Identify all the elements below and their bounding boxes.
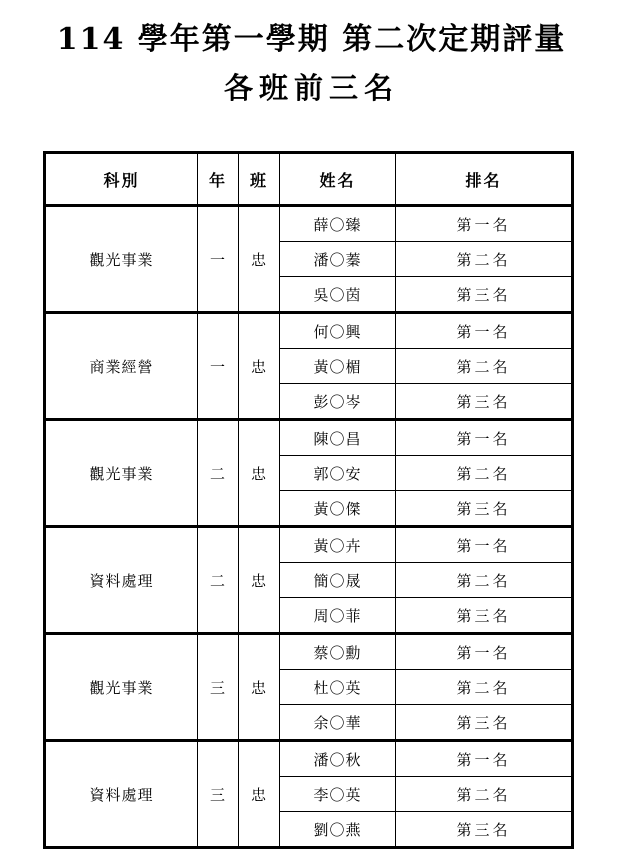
subject-cell: 觀光事業 xyxy=(45,420,198,527)
student-name: 黃〇傑 xyxy=(280,491,396,527)
page-subtitle: 各班前三名 xyxy=(223,71,399,105)
student-name: 簡〇晟 xyxy=(280,563,396,598)
student-name: 杜〇英 xyxy=(280,670,396,705)
grade-cell: 一 xyxy=(198,313,239,420)
student-name: 陳〇昌 xyxy=(280,420,396,456)
table-row xyxy=(45,634,573,670)
class-group xyxy=(45,634,573,741)
student-rank: 第三名 xyxy=(396,491,573,527)
student-rank: 第三名 xyxy=(396,277,573,313)
student-rank: 第二名 xyxy=(396,349,573,384)
class-cell: 忠 xyxy=(239,741,280,848)
subject-cell: 商業經營 xyxy=(45,313,198,420)
student-rank: 第三名 xyxy=(396,705,573,741)
class-group xyxy=(45,741,573,848)
class-group xyxy=(45,206,573,313)
header-subject: 科別 xyxy=(45,153,198,206)
student-name: 吳〇茵 xyxy=(280,277,396,313)
class-cell: 忠 xyxy=(239,313,280,420)
student-name: 余〇華 xyxy=(280,705,396,741)
student-name: 潘〇秋 xyxy=(280,741,396,777)
student-name: 郭〇安 xyxy=(280,456,396,491)
student-rank: 第三名 xyxy=(396,598,573,634)
student-name: 黃〇卉 xyxy=(280,527,396,563)
student-name: 黃〇楣 xyxy=(280,349,396,384)
header-name: 姓名 xyxy=(280,153,396,206)
student-name: 薛〇臻 xyxy=(280,206,396,242)
student-name: 周〇菲 xyxy=(280,598,396,634)
class-cell: 忠 xyxy=(239,420,280,527)
table-row xyxy=(45,313,573,349)
student-rank: 第三名 xyxy=(396,384,573,420)
table-row xyxy=(45,420,573,456)
grade-cell: 一 xyxy=(198,206,239,313)
table-row xyxy=(45,741,573,777)
student-rank: 第一名 xyxy=(396,420,573,456)
student-rank: 第二名 xyxy=(396,563,573,598)
class-cell: 忠 xyxy=(239,527,280,634)
class-group xyxy=(45,420,573,527)
student-name: 潘〇蓁 xyxy=(280,242,396,277)
class-group xyxy=(45,527,573,634)
header-rank: 排名 xyxy=(396,153,573,206)
subject-cell: 資料處理 xyxy=(45,527,198,634)
student-rank: 第三名 xyxy=(396,812,573,848)
grade-cell: 二 xyxy=(198,420,239,527)
page-title: 114 學年第一學期 第二次定期評量 xyxy=(56,22,567,57)
student-rank: 第一名 xyxy=(396,206,573,242)
student-name: 彭〇岑 xyxy=(280,384,396,420)
student-rank: 第一名 xyxy=(396,313,573,349)
subject-cell: 觀光事業 xyxy=(45,206,198,313)
student-rank: 第一名 xyxy=(396,741,573,777)
student-rank: 第一名 xyxy=(396,527,573,563)
header-class: 班 xyxy=(239,153,280,206)
subject-cell: 觀光事業 xyxy=(45,634,198,741)
student-name: 李〇英 xyxy=(280,777,396,812)
student-rank: 第二名 xyxy=(396,670,573,705)
student-rank: 第二名 xyxy=(396,456,573,491)
table-row xyxy=(45,527,573,563)
grade-cell: 二 xyxy=(198,527,239,634)
class-group xyxy=(45,313,573,420)
table-header-row xyxy=(45,153,573,206)
student-name: 劉〇燕 xyxy=(280,812,396,848)
table-row xyxy=(45,206,573,242)
student-name: 何〇興 xyxy=(280,313,396,349)
student-rank: 第二名 xyxy=(396,777,573,812)
student-rank: 第二名 xyxy=(396,242,573,277)
ranking-table xyxy=(43,151,574,849)
class-cell: 忠 xyxy=(239,206,280,313)
header-grade: 年 xyxy=(198,153,239,206)
subject-cell: 資料處理 xyxy=(45,741,198,848)
student-rank: 第一名 xyxy=(396,634,573,670)
grade-cell: 三 xyxy=(198,741,239,848)
grade-cell: 三 xyxy=(198,634,239,741)
class-cell: 忠 xyxy=(239,634,280,741)
student-name: 蔡〇勳 xyxy=(280,634,396,670)
